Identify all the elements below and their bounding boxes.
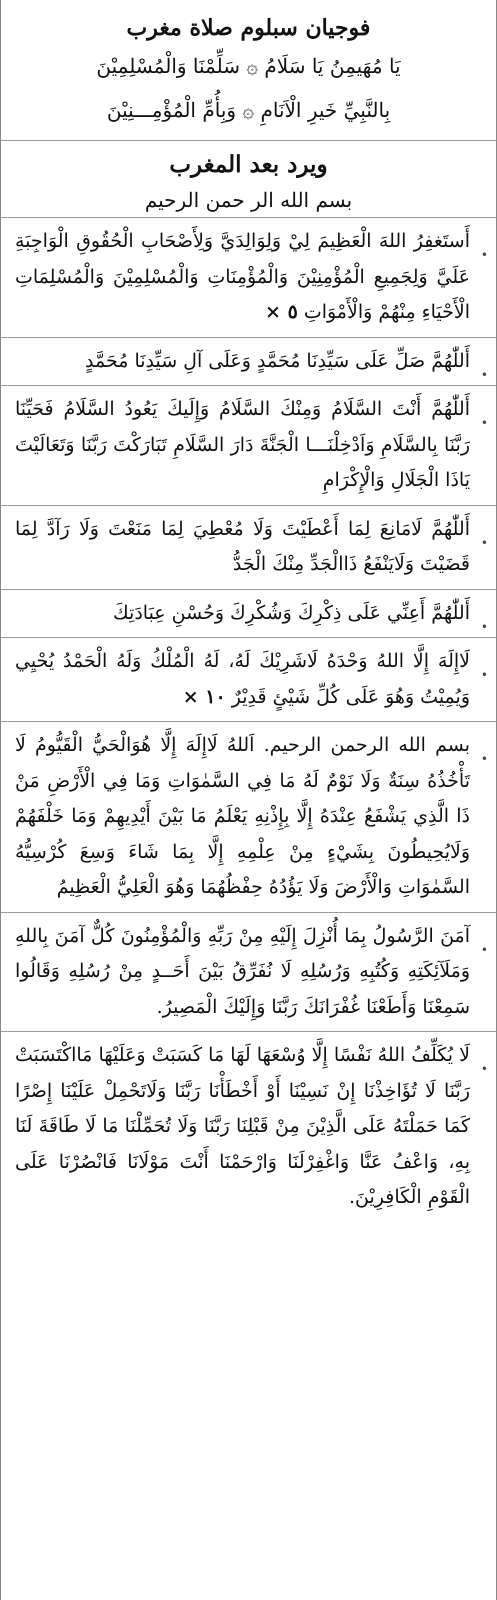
bullet-icon: • bbox=[480, 416, 488, 430]
item-text: لَاإِلَهَ إِلَّا اللهُ وَحْدَهُ لَاشَرِيْكَ لَهُ، لَهُ الْمُلْكُ وَلَهُ الْحَمْدُ يُحْيِي وَيُمِيْتُ وَهُوَ عَلَى كُلِّ شَيْئٍ قَدِيْرٌ bbox=[15, 650, 470, 708]
bullet-icon: • bbox=[480, 248, 488, 262]
header-verse-1: يَا مُهَيمِنُ يَا سَلَامُ ۞ سَلِّمْنَا وَالْمُسْلِمِيْنَ bbox=[96, 54, 401, 78]
item-text: أَستَغفِرُ اللهَ الْعَظِيمَ لِيْ وَلِوَالِدَيَّ وَلِأَصْحَابِ الْحُقُوقِ الْوَاجِبَةِ عَلَيَّ وَلِجَمِيعِ الْمُؤْمِنِيْنَ وَالْمُؤْمِنَاتِ وَالْمُسْلِمِيْنَ وَالْمُسْلِمَاتِ الْأَحْيَاءِ مِنْهُمْ وَالْأَمْوَاتِ bbox=[15, 230, 470, 323]
list-item bbox=[1, 505, 496, 589]
item-text: أَللّٰهُمَّ لَامَانِعَ لِمَا أَعْطَيْتَ وَلَا مُعْطِيَ لِمَا مَنَعْتَ وَلَا رَآدَّ لِمَا قَضَيْتَ وَلَايَنْفَعُ ذَاالْجَدِّ مِنْكَ الْجَدُّ bbox=[15, 517, 470, 575]
list-item bbox=[1, 721, 496, 912]
divider bbox=[1, 140, 496, 141]
item-text: آمَنَ الرَّسُولُ بِمَا أُنْزِلَ إِلَيْهِ مِنْ رَبِّهِ وَالْمُؤْمِنُونَ كُلٌّ آمَنَ بِاللهِ وَمَلَآئِكَتِهِ وَكُتُبِهِ وَرُسُلِهِ لَا نُفَرِّقُ بَيْنَ أَحَــدٍ مِنْ رُسُلِهِ وَقَالُوا سَمِعْنَا وَأَطَعْنَا غُفْرَانَكَ رَبَّنَا وَإِلَيْكَ الْمَصِيرُ. bbox=[15, 924, 470, 1018]
item-text: لَا يُكَلِّفُ اللهُ نَفْسًا إِلَّا وُسْعَهَا لَهَا مَا كَسَبَتْ وَعَلَيْهَا مَااكْتَسَبَتْ رَبَّنَا لَا تُؤَاخِذْنَا إِنْ نَسِيْنَا أَوْ أَخْطَأْنَا رَبَّنَا وَلَاتَحْمِلْ عَلَيْنَا إِصْرًا كَمَا حَمَلْتَهُ عَلَى الَّذِيْنَ مِنْ قَبْلِنَا رَبَّنَا وَلَا تُحَمِّلْنَا مَا لَا طَاقَةَ لَنَا بِهِ، وَاعْفُ عَنَّا وَاغْفِرْلَنَا وَارْحَمْنَا أَنْتَ مَوْلَانَا فَانْصُرْنَا عَلَى الْقَوْمِ الْكَافِرِيْنَ. bbox=[15, 1044, 470, 1208]
page-title: فوجيان سبلوم صلاة مغرب bbox=[126, 15, 371, 41]
bullet-icon: • bbox=[480, 1062, 488, 1076]
list-item bbox=[1, 217, 496, 337]
basmala: بسم الله الر حمن الرحيم bbox=[144, 188, 353, 212]
item-text: أَللّٰهُمَّ أَنْتَ السَّلَامُ وَمِنْكَ السَّلَامُ وَإِلَيكَ يَعُودُ السَّلَامُ فَحَيِّنَا رَبَّنَا بِالسَّلَامِ وَاَدْخِلْنَـــا الْجَنَّةَ دَارَ السَّلَامِ تَبَارَكْتَ رَبَّنَا وَتَعَالَيْتَ يَاذَا الْجَلَالِ وَالْإِكْرَامِ bbox=[15, 398, 470, 491]
list-item bbox=[1, 385, 496, 505]
bullet-icon: • bbox=[480, 942, 488, 957]
item-text: بسم الله الرحمن الرحيم. اَللهُ لَاإِلَهَ إِلَّا هُوَالْحَيُّ الْقَيُّومُ لَا تَأْخُذُهُ سِنَةٌ وَلَا نَوْمٌ لَهُ مَا فِي السَّمٰوَاتِ وَمَا فِي الْأَرْضِ مَنْ ذَا الَّذِي يَشْفَعُ عِنْدَهُ إِلَّا بِإِذْنِهِ يَعْلَمُ مَا بَيْنَ أَيْدِيهِمْ وَمَا خَلْفَهُمْ وَلَايُحِيطُونَ بِشَيْءٍ مِنْ عِلْمِهِ إِلَّا بِمَا شَاءَ وَسِعَ كُرْسِيُّهُ السَّمٰوَاتِ وَالْأَرْضَ وَلَا يَؤُدُهُ حِفْظُهُمَا وَهُوَ الْعَلِيُّ الْعَظِيمُ bbox=[15, 734, 470, 898]
bullet-icon: • bbox=[480, 752, 488, 766]
repeat-count: ٥ × bbox=[265, 301, 298, 323]
dhikr-list bbox=[1, 217, 496, 1222]
item-text: أَللّٰهُمَّ صَلِّ عَلَى سَيِّدِنَا مُحَمَّدٍ وَعَلَى آلِ سَيِّدِنَا مُحَمَّدٍ bbox=[85, 349, 470, 372]
list-item bbox=[1, 637, 496, 721]
list-item bbox=[1, 912, 496, 1032]
list-item bbox=[1, 337, 496, 386]
list-item bbox=[1, 589, 496, 638]
bullet-icon: • bbox=[480, 535, 488, 550]
bullet-icon: • bbox=[480, 619, 488, 634]
bullet-icon: • bbox=[480, 367, 488, 382]
list-item bbox=[1, 1031, 496, 1222]
section-title: ويرد بعد المغرب bbox=[169, 151, 328, 178]
item-text: أَللّٰهُمَّ أَعِنِّي عَلَى ذِكْرِكَ وَشُكْرِكَ وَحُسْنِ عِبَادَتِكَ bbox=[113, 601, 470, 624]
repeat-count: ١٠ × bbox=[182, 685, 226, 708]
header-verse-2: بِالنَّبِيِّ خَيرِ الْاَنَامِ ۞ وَبِأُمِّ الْمُؤْمِـــنِيْنَ bbox=[106, 98, 391, 122]
bullet-icon: • bbox=[480, 668, 488, 682]
header bbox=[1, 0, 496, 132]
